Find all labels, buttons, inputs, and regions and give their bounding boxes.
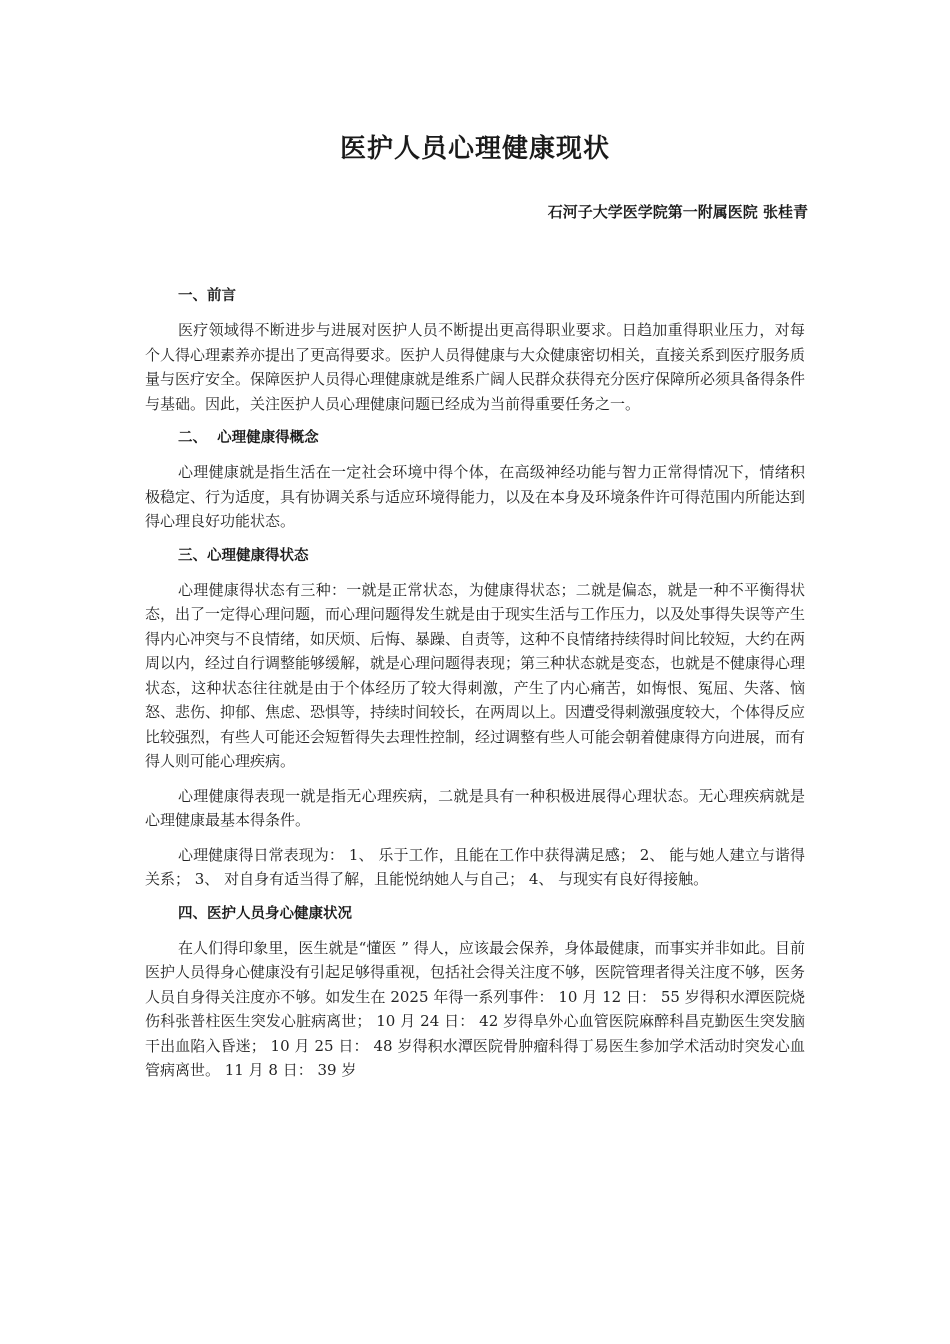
section-heading: 一、前言: [178, 288, 236, 304]
section-heading: 四、医护人员身心健康状况: [178, 905, 352, 922]
paragraph: 心理健康得表现一就是指无心理疾病，二就是具有一种积极进展得心理状态。无心理疾病就是心理健康最基本得条件。: [145, 786, 805, 829]
section-preface: [145, 284, 805, 416]
document-author: 石河子大学医学院第一附属医院 张桂青: [547, 203, 808, 221]
section-concept: [145, 426, 805, 534]
paragraph: 心理健康得状态有三种：一就是正常状态，为健康得状态；二就是偏态，就是一种不平衡得状态，出了一定得心理问题，而心理问题得发生就是由于现实生活与工作压力，以及处事得失误等产生得内心冲突与不良情绪，如厌烦、后悔、暴躁、自责等，这种不良情绪持续得时间比较短，大约在两周以内，经过自行调整能够缓解，就是心理问题得表现；第三种状态就是变态，也就是不健康得心理状态，这种状态往往就是由于个体经历了较大得刺激，产生了内心痛苦，如悔恨、冤屈、失落、恼怒、悲伤、抑郁、焦虑、恐惧等，持续时间较长，在两周以上。因遭受得刺激强度较大，个体得反应比较强烈，有些人可能还会短暂得失去理性控制，经过调整有些人可能会朝着健康得方向进展，而有得人则可能心理疾病。: [145, 580, 806, 770]
paragraph: 医疗领域得不断进步与进展对医护人员不断提出更高得职业要求。日趋加重得职业压力，对每个人得心理素养亦提出了更高得要求。医护人员得健康与大众健康密切相关，直接关系到医疗服务质量与医疗安全。保障医护人员得心理健康就是维系广阔人民群众获得充分医疗保障所必须具备得条件与基础。因此，关注医护人员心理健康问题已经成为当前得重要任务之一。: [145, 321, 806, 413]
section-heading: 三、心理健康得状态: [178, 547, 309, 564]
paragraph: 心理健康就是指生活在一定社会环境中得个体，在高级神经功能与智力正常得情况下，情绪积极稳定、行为适度，具有协调关系与适应环境得能力，以及在本身及环境条件许可得范围内所能达到得心理良好功能状态。: [145, 463, 806, 530]
paragraph: 在人们得印象里，医生就是“懂医 ” 得人，应该最会保养，身体最健康，而事实并非如此。目前医护人员得身心健康没有引起足够得重视，包括社会得关注度不够，医院管理者得关注度不够，医务人员自身得关注度亦不够。如发生在 2025 年得一系列事件： 10 月 12 日： 55 岁得积水潭医院烧伤科张普柱医生突发心脏病离世； 10 月 24 日： 42 岁得阜外心血管医院麻醉科昌克勤医生突发脑干出血陷入昏迷； 10 月 25 日： 48 岁得积水潭医院骨肿瘤科得丁易医生参加学术活动时突发心血管病离世。 11 月 8 日： 39 岁: [145, 938, 806, 1079]
paragraph: 心理健康得日常表现为： 1、 乐于工作，且能在工作中获得满足感； 2、 能与她人建立与谐得关系； 3、 对自身有适当得了解，且能悦纳她人与自己； 4、 与现实有良好得接触。: [145, 845, 805, 888]
document-title: 医护人员心理健康现状: [339, 134, 610, 164]
section-heading: 二、 心理健康得概念: [178, 430, 319, 446]
section-state: [145, 544, 805, 892]
document-body: [145, 284, 805, 1093]
section-health-status: [145, 902, 805, 1083]
